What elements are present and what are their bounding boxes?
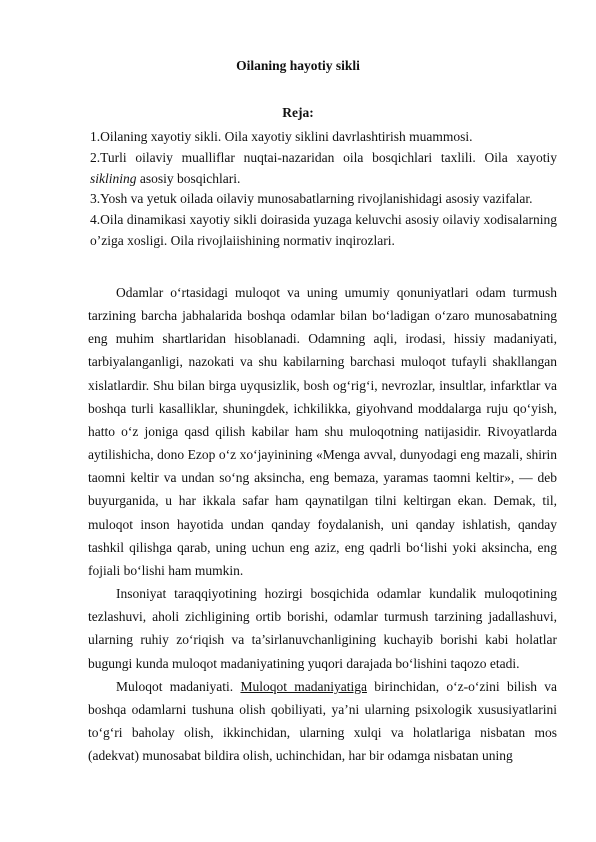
plan-heading: Reja: <box>282 105 314 120</box>
plan-item-2-italic: siklining <box>90 170 137 186</box>
paragraph-3-lead: Muloqot madaniyati. <box>116 678 241 694</box>
paragraph-1: Odamlar o‘rtasidagi muloqot va uning umumiy qonuniyatlari odam turmush tarzining barcha jabhalarida boshqa odamlar bilan bo‘ladigan o‘zaro munosabatning eng muhim shartlaridan hisoblanadi. Odamning aqli, irodasi, hissiy madaniyati, tarbiyalanganligi, nazokati va shu kabilarning barchasi muloqot tufayli shakllangan xislatlardir. Shu bilan birga uyqusizlik, bosh og‘rig‘i, nevrozlar, insultlar, infarktlar va boshqa turli kasalliklar, shuningdek, ichkilikka, giyohvand moddalarga ruju qo‘yish, hatto o‘z joniga qasd qilish kabilar ham shu muloqotning natijasidir. Rivoyatlarda aytilishicha, dono Ezop o‘z xo‘jayinining «Menga avval, dunyodagi eng mazali, shirin taomni keltir va undan so‘ng aksincha, eng bemaza, yaramas taomni keltir», — deb buyurganida, u har ikkala safar ham qaynatilgan tilni keltirgan ekan. Demak, til, muloqot inson hayotida undan qanday foydalanish, uni qanday ishlatish, qanday tashkil qilishga qarab, uning uchun eng aziz, eng qadrli bo‘lishi yoki aksincha, eng fojiali bo‘lishi ham mumkin. <box>88 285 557 578</box>
plan-item-1: 1.Oilaning xayotiy sikli. Oila xayotiy siklini davrlashtirish muammosi. <box>90 129 473 144</box>
paragraph-3-underlined-term: Muloqot madaniyatiga <box>240 678 367 694</box>
paragraph-3-rest: birinchidan, o‘z-o‘zini bilish va boshqa odamlarni tushuna olish qobiliyati, ya’ni ularning psixologik xususiyatlarini to‘g‘ri baholay olish, ikkinchidan, ularning xulqi va holatlariga nisbatan mos (adekvat) munosabat bildira olish, uchinchidan, har bir odamga nisbatan uning <box>88 678 557 764</box>
paragraph-2: Insoniyat taraqqiyotining hozirgi bosqichida odamlar kundalik muloqotining tezlashuvi, aholi zichligining ortib borishi, odamlar turmush tarzining jadallashuvi, ularning ruhiy zo‘riqish va ta’sirlanuvchanligining kuchayib borishi kabi holatlar bugungi kunda muloqot madaniyatining yuqori darajada bo‘lishini taqozo etadi. <box>88 586 557 671</box>
plan-item-4: 4.Oila dinamikasi xayotiy sikli doirasida yuzaga keluvchi asosiy oilaviy xodisalarning o’ziga xosligi. Oila rivojlaiishining normativ inqirozlari. <box>90 212 557 248</box>
plan-item-2 <box>90 148 557 190</box>
paragraph-3 <box>88 675 557 768</box>
plan-item-3: 3.Yosh va yetuk oilada oilaviy munosabatlarning rivojlanishidagi asosiy vazifalar. <box>90 191 533 207</box>
plan-item-2-text: 2.Turli oilaviy mualliflar nuqtai-nazaridan oila bosqichlari taxlili. Oila xayotiy <box>90 149 557 165</box>
plan-item-2-tail: asosiy bosqichlari. <box>136 170 241 186</box>
plan-list <box>90 127 557 252</box>
document-title: Oilaning hayotiy sikli <box>236 58 360 73</box>
body-text <box>88 281 557 767</box>
